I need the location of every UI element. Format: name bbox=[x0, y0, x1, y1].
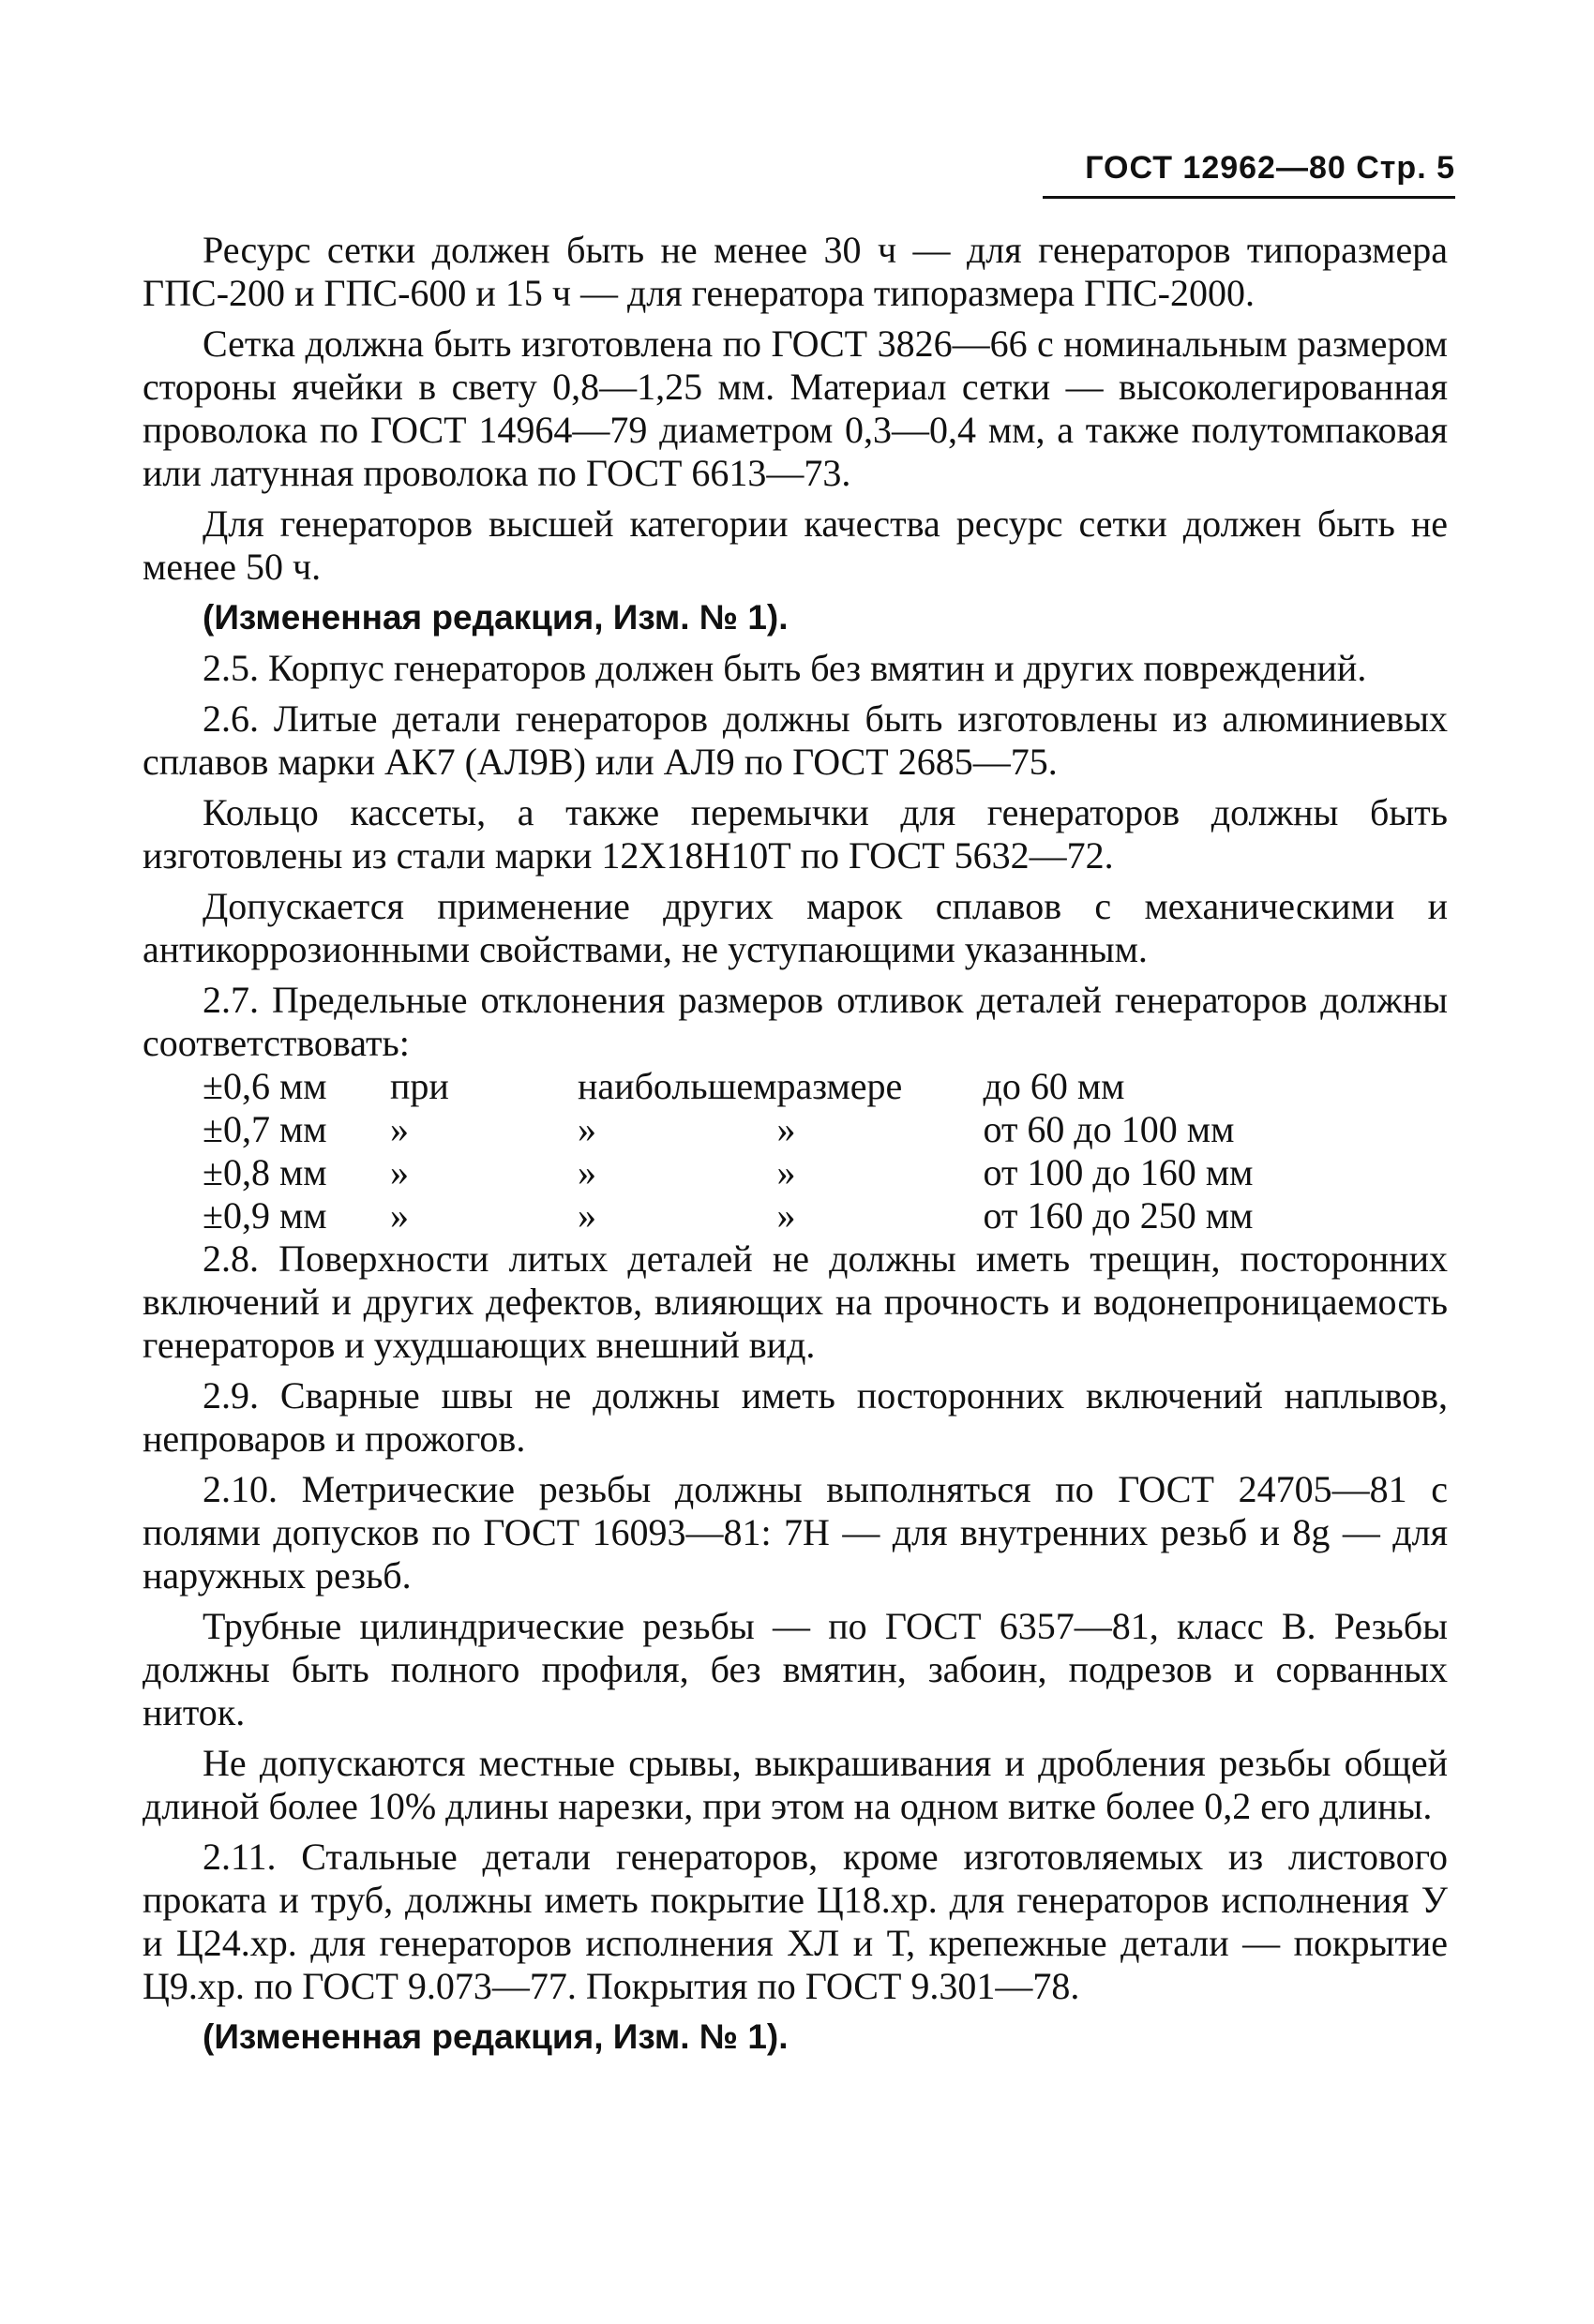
tolerance-value: ±0,9 мм bbox=[203, 1194, 327, 1237]
paragraph-pipe-threads: Трубные цилиндрические резьбы — по ГОСТ 6357—81, класс В. Резьбы должны быть полного профиля, без вмятин, забоин, подрезов и сорванных ниток. bbox=[143, 1605, 1448, 1733]
paragraph-mesh-material: Сетка должна быть изготовлена по ГОСТ 3826—66 с номинальным размером стороны ячейки в свету 0,8—1,25 мм. Материал сетки — высоколегированная проволока по ГОСТ 14964—79 диаметром 0,3—0,4 мм, а также полутомпаковая или латунная проволока по ГОСТ 6613—73. bbox=[143, 322, 1448, 494]
tolerance-row bbox=[203, 1065, 1253, 1108]
ditto-mark: » bbox=[390, 1151, 409, 1193]
clause-2-7: 2.7. Предельные отклонения размеров отливок деталей генераторов должны соответствовать: bbox=[143, 979, 1448, 1064]
amendment-note: (Измененная редакция, Изм. № 1). bbox=[203, 598, 789, 637]
paragraph-highest-category: Для генераторов высшей категории качества ресурс сетки должен быть не менее 50 ч. bbox=[143, 502, 1448, 588]
size-range: до 60 мм bbox=[983, 1065, 1125, 1107]
ditto-mark: » bbox=[578, 1194, 596, 1237]
ditto-mark: » bbox=[390, 1108, 409, 1150]
tolerance-row bbox=[203, 1108, 1253, 1151]
clause-2-9: 2.9. Сварные швы не должны иметь посторонних включений наплывов, непроваров и прожогов. bbox=[143, 1374, 1448, 1460]
size-range: от 160 до 250 мм bbox=[983, 1194, 1254, 1237]
amendment-note: (Измененная редакция, Изм. № 1). bbox=[203, 2017, 789, 2056]
size-range: от 60 до 100 мм bbox=[983, 1108, 1235, 1150]
tolerance-value: ±0,7 мм bbox=[203, 1108, 327, 1150]
document-body bbox=[143, 229, 1448, 2059]
paragraph-mesh-lifetime: Ресурс сетки должен быть не менее 30 ч — для генераторов типоразмера ГПС-200 и ГПС-600 и 15 ч — для генератора типоразмера ГПС-2000. bbox=[143, 229, 1448, 314]
paragraph-other-alloys: Допускается применение других марок сплавов с механическими и антикоррозионными свойствами, не уступающими указанным. bbox=[143, 885, 1448, 970]
ditto-mark: » bbox=[776, 1151, 796, 1193]
paragraph-thread-defects: Не допускаются местные срывы, выкрашивания и дробления резьбы общей длиной более 10% длины нарезки, при этом на одном витке более 0,2 его длины. bbox=[143, 1742, 1448, 1827]
tolerance-word: при bbox=[390, 1065, 449, 1107]
clause-2-5: 2.5. Корпус генераторов должен быть без вмятин и других повреждений. bbox=[203, 647, 1367, 689]
ditto-mark: » bbox=[578, 1108, 596, 1150]
tolerance-value: ±0,6 мм bbox=[203, 1065, 327, 1107]
clause-2-8: 2.8. Поверхности литых деталей не должны иметь трещин, посторонних включений и других дефектов, влияющих на прочность и водонепроницаемость генераторов и ухудшающих внешний вид. bbox=[143, 1237, 1448, 1366]
tolerance-row bbox=[203, 1194, 1253, 1237]
clause-2-6: 2.6. Литые детали генераторов должны быть изготовлены из алюминиевых сплавов марки АК7 (АЛ9В) или АЛ9 по ГОСТ 2685—75. bbox=[143, 697, 1448, 783]
tolerance-word: наибольшем bbox=[578, 1065, 777, 1107]
ditto-mark: » bbox=[578, 1151, 596, 1193]
paragraph-cassette-ring: Кольцо кассеты, а также перемычки для генераторов должны быть изготовлены из стали марки 12Х18Н10Т по ГОСТ 5632—72. bbox=[143, 791, 1448, 877]
clause-2-10: 2.10. Метрические резьбы должны выполняться по ГОСТ 24705—81 с полями допусков по ГОСТ 16093—81: 7Н — для внутренних резьб и 8g — для наружных резьб. bbox=[143, 1468, 1448, 1597]
tolerance-value: ±0,8 мм bbox=[203, 1151, 327, 1193]
tolerance-table bbox=[203, 1065, 1253, 1237]
ditto-mark: » bbox=[390, 1194, 409, 1237]
tolerance-word: размере bbox=[776, 1065, 903, 1107]
size-range: от 100 до 160 мм bbox=[983, 1151, 1254, 1193]
page-header: ГОСТ 12962—80 Стр. 5 bbox=[1043, 150, 1455, 199]
ditto-mark: » bbox=[776, 1194, 796, 1237]
tolerance-row bbox=[203, 1151, 1253, 1194]
ditto-mark: » bbox=[776, 1108, 796, 1150]
clause-2-11: 2.11. Стальные детали генераторов, кроме изготовляемых из листового проката и труб, должны иметь покрытие Ц18.хр. для генераторов исполнения У и Ц24.хр. для генераторов исполнения ХЛ и Т, крепежные детали — покрытие Ц9.хр. по ГОСТ 9.073—77. Покрытия по ГОСТ 9.301—78. bbox=[143, 1836, 1448, 2007]
